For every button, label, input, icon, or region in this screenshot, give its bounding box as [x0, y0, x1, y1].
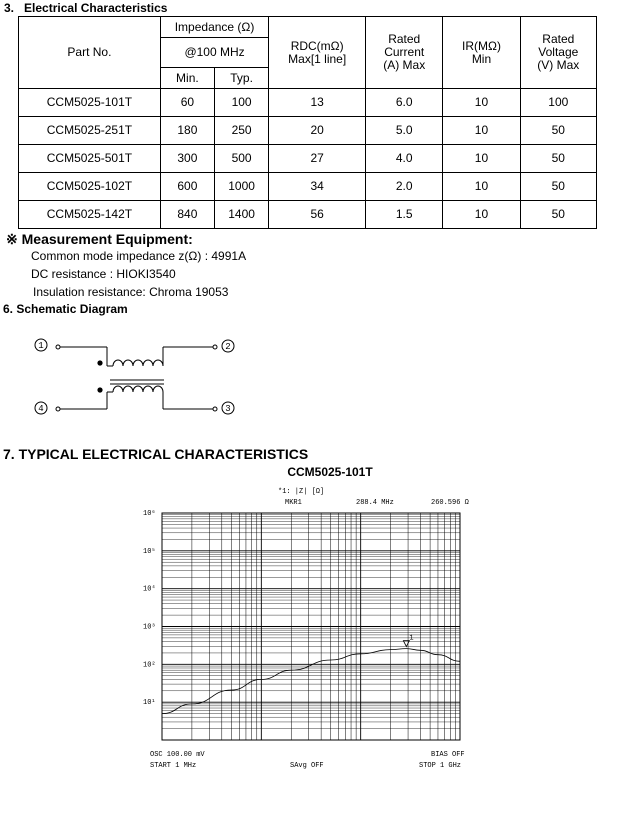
header-voltage-line1: Rated — [542, 32, 575, 46]
header-impedance: Impedance (Ω) — [160, 17, 268, 38]
chart-header-value: 260.596 Ω — [431, 499, 469, 507]
y-tick-label: 10⁶ — [143, 510, 156, 518]
cell-typ: 1400 — [214, 201, 268, 229]
upper-coil — [113, 360, 163, 366]
table-row — [19, 145, 597, 173]
terminal-3-label: 3 — [225, 404, 231, 414]
chart-footer-bias: BIAS OFF — [431, 751, 465, 759]
cell-ir: 10 — [443, 117, 520, 145]
schematic-diagram — [30, 333, 245, 423]
terminal-2-node — [213, 345, 217, 349]
chart-footer-stop: STOP 1 GHz — [419, 762, 462, 770]
header-voltage-line3: (V) Max — [537, 58, 580, 72]
marker-1 — [403, 635, 413, 647]
cell-rdc: 56 — [269, 201, 366, 229]
header-part-no: Part No. — [19, 17, 161, 89]
y-tick-label: 10¹ — [143, 699, 156, 708]
header-voltage-line2: Voltage — [538, 45, 579, 59]
cell-ir: 10 — [443, 201, 520, 229]
section-3-number: 3. — [4, 1, 15, 15]
terminal-2-label: 2 — [225, 342, 231, 352]
cell-rdc: 13 — [269, 89, 366, 117]
header-voltage — [520, 17, 596, 89]
cell-part: CCM5025-142T — [19, 201, 161, 229]
cell-min: 840 — [160, 201, 214, 229]
cell-part: CCM5025-101T — [19, 89, 161, 117]
cell-typ: 500 — [214, 145, 268, 173]
cell-current: 5.0 — [366, 117, 443, 145]
polarity-dot-upper — [97, 360, 102, 365]
terminal-3-node — [213, 407, 217, 411]
chart-footer-savg: SAvg OFF — [290, 762, 324, 770]
section-6-heading: 6. Schematic Diagram — [3, 302, 128, 316]
chart-header-marker: MKR1 — [285, 499, 302, 507]
polarity-dot-lower — [97, 387, 102, 392]
cell-rdc: 20 — [269, 117, 366, 145]
header-typ: Typ. — [214, 68, 268, 89]
y-tick-label: 10⁵ — [143, 547, 156, 556]
chart-footer-osc: OSC 100.00 mV — [150, 751, 205, 759]
table-row — [19, 89, 597, 117]
header-ir — [443, 17, 520, 89]
terminal-4-label: 4 — [38, 404, 44, 414]
chart-title: CCM5025-101T — [287, 465, 373, 479]
chart-grid — [162, 513, 460, 740]
measurement-line-impedance: Common mode impedance z(Ω) : 4991A — [31, 249, 247, 263]
cell-voltage: 100 — [520, 89, 596, 117]
reference-mark: ※ — [6, 231, 18, 247]
cell-voltage: 50 — [520, 145, 596, 173]
cell-typ: 1000 — [214, 173, 268, 201]
table-row — [19, 173, 597, 201]
cell-current: 4.0 — [366, 145, 443, 173]
header-min: Min. — [160, 68, 214, 89]
measurement-line-insulation: Insulation resistance: Chroma 19053 — [33, 285, 229, 299]
header-current-line2: Current — [384, 45, 425, 59]
chart-footer-start: START 1 MHz — [150, 762, 197, 770]
header-ir-line1: IR(MΩ) — [462, 38, 501, 53]
cell-ir: 10 — [443, 173, 520, 201]
header-frequency: @100 MHz — [160, 38, 268, 68]
cell-rdc: 34 — [269, 173, 366, 201]
cell-min: 180 — [160, 117, 214, 145]
y-tick-labels — [143, 510, 156, 707]
cell-part: CCM5025-501T — [19, 145, 161, 173]
header-rdc-line1: RDC(mΩ) — [290, 38, 344, 53]
cell-voltage: 50 — [520, 201, 596, 229]
cell-voltage: 50 — [520, 173, 596, 201]
cell-rdc: 27 — [269, 145, 366, 173]
cell-part: CCM5025-102T — [19, 173, 161, 201]
measurement-title: Measurement Equipment: — [21, 231, 193, 247]
cell-ir: 10 — [443, 89, 520, 117]
marker-label: 1 — [409, 634, 414, 643]
section-3-title: Electrical Characteristics — [24, 1, 168, 15]
cell-part: CCM5025-251T — [19, 117, 161, 145]
header-current — [366, 17, 443, 89]
terminal-1-node — [56, 345, 60, 349]
y-tick-label: 10³ — [143, 623, 156, 632]
lower-coil — [113, 386, 163, 392]
measurement-heading — [6, 231, 193, 248]
cell-min: 60 — [160, 89, 214, 117]
cell-current: 6.0 — [366, 89, 443, 117]
chart-header-freq: 288.4 MHz — [356, 499, 394, 507]
cell-min: 300 — [160, 145, 214, 173]
cell-current: 1.5 — [366, 201, 443, 229]
terminal-1-label: 1 — [38, 341, 44, 351]
header-ir-line2: Min — [471, 51, 492, 66]
impedance-chart — [140, 460, 480, 775]
cell-min: 600 — [160, 173, 214, 201]
header-current-line1: Rated — [388, 32, 421, 46]
header-rdc-line2: Max[1 line] — [288, 51, 347, 66]
y-tick-label: 10⁴ — [143, 585, 156, 594]
cell-voltage: 50 — [520, 117, 596, 145]
cell-typ: 250 — [214, 117, 268, 145]
section-7-heading: 7. TYPICAL ELECTRICAL CHARACTERISTICS — [3, 446, 309, 462]
cell-current: 2.0 — [366, 173, 443, 201]
cell-typ: 100 — [214, 89, 268, 117]
terminal-4-node — [56, 407, 60, 411]
header-current-line3: (A) Max — [383, 58, 426, 72]
table-row — [19, 201, 597, 229]
section-3-heading — [4, 1, 167, 15]
y-tick-label: 10² — [143, 661, 156, 670]
chart-header-trace: *1: |Z| [Ω] — [278, 488, 325, 496]
measurement-line-dc: DC resistance : HIOKI3540 — [31, 267, 176, 281]
table-row — [19, 117, 597, 145]
cell-ir: 10 — [443, 145, 520, 173]
electrical-characteristics-table — [18, 16, 597, 229]
header-rdc — [269, 17, 366, 89]
